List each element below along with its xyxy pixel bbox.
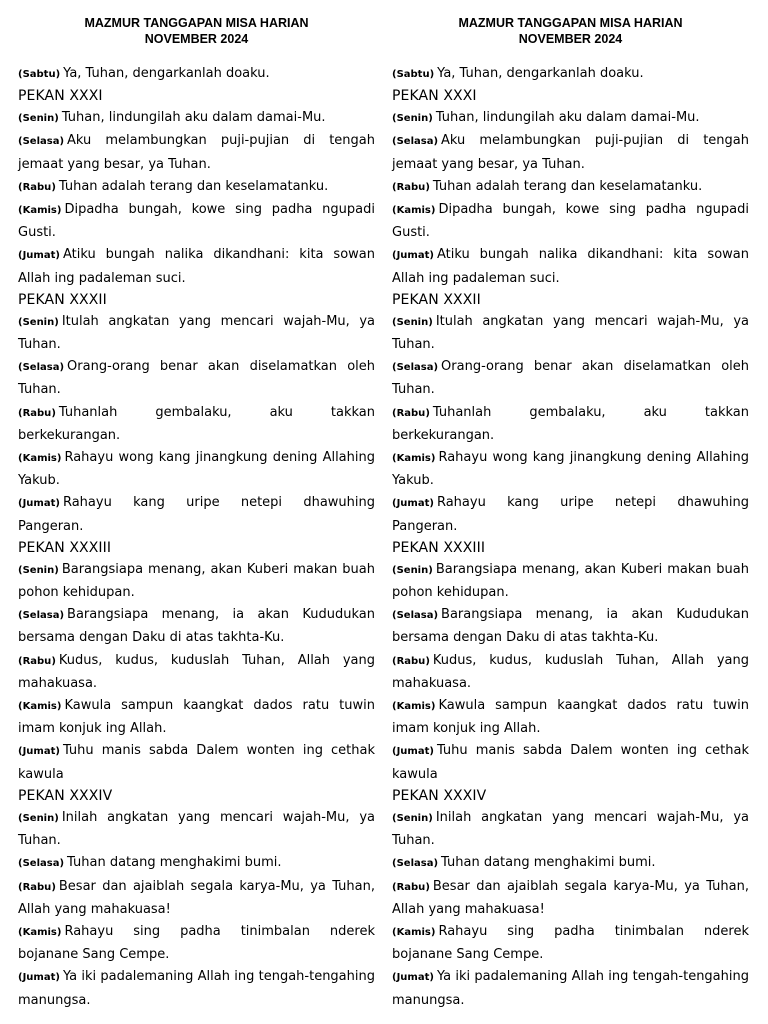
psalm-entry <box>18 107 375 130</box>
psalm-text: Rahayu sing padha tinimbalan nderek bojanane Sang Cempe. <box>392 923 749 963</box>
psalm-text: Kudus, kudus, kuduslah Tuhan, Allah yang mahakuasa. <box>392 652 749 691</box>
day-label: ( Selasa ) <box>18 858 64 869</box>
day-label: ( Selasa ) <box>392 362 438 373</box>
psalm-text: Barangsiapa menang, akan Kuberi makan buah pohon kehidupan. <box>18 561 375 601</box>
week-heading: PEKAN XXXI <box>392 88 477 105</box>
day-label: ( Sabtu ) <box>392 69 434 80</box>
day-label: ( Senin ) <box>18 317 59 328</box>
psalm-entry <box>392 650 749 695</box>
column-header <box>18 15 375 47</box>
psalm-list <box>392 63 749 1012</box>
psalm-text: Dipadha bungah, kowe sing padha ngupadi Gusti. <box>18 202 375 241</box>
day-label: ( Rabu ) <box>392 656 430 667</box>
week-heading: PEKAN XXXI <box>18 88 103 105</box>
psalm-text: Tuhan adalah terang dan keselamatanku. <box>58 178 329 194</box>
psalm-text: Tuhu manis sabda Dalem wonten ing cethak kawula <box>392 743 749 782</box>
psalm-text: Tuhan, lindungilah aku dalam damai-Mu. <box>61 110 326 126</box>
day-label: ( Kamis ) <box>18 701 61 712</box>
psalm-text: Itulah angkatan yang mencari wajah-Mu, ya Tuhan. <box>392 313 749 353</box>
psalm-entry <box>392 199 749 244</box>
psalm-entry <box>392 130 749 175</box>
day-label: ( Selasa ) <box>392 858 438 869</box>
day-label: ( Senin ) <box>392 813 433 824</box>
header-subtitle: NOVEMBER 2024 <box>518 32 623 46</box>
day-label: ( Senin ) <box>18 813 59 824</box>
psalm-text: Rahayu sing padha tinimbalan nderek bojanane Sang Cempe. <box>18 923 375 963</box>
psalm-text: Aku melambungkan puji-pujian di tengah jemaat yang besar, ya Tuhan. <box>392 133 749 172</box>
psalm-text: Tuhanlah gembalaku, aku takkan berkekurangan. <box>18 404 375 443</box>
psalm-text: Ya iki padalemaning Allah ing tengah-tengahing manungsa. <box>392 969 749 1008</box>
day-label: ( Rabu ) <box>18 882 56 893</box>
psalm-entry <box>18 311 375 356</box>
header-title: MAZMUR TANGGAPAN MISA HARIAN <box>458 16 683 30</box>
psalm-text: Ya iki padalemaning Allah ing tengah-tengahing manungsa. <box>18 969 375 1008</box>
left-column <box>18 15 375 1012</box>
psalm-entry <box>392 740 749 785</box>
day-label: ( Rabu ) <box>18 182 56 193</box>
right-column <box>392 15 749 1012</box>
day-label: ( Kamis ) <box>18 453 61 464</box>
psalm-entry <box>392 447 749 492</box>
psalm-entry <box>18 740 375 785</box>
psalm-text: Tuhan adalah terang dan keselamatanku. <box>432 178 703 194</box>
psalm-text: Rahayu wong kang jinangkung dening Allahing Yakub. <box>18 450 375 489</box>
psalm-text: Ya, Tuhan, dengarkanlah doaku. <box>437 66 644 81</box>
psalm-entry <box>392 921 749 966</box>
psalm-text: Atiku bungah nalika dikandhani: kita sowan Allah ing padaleman suci. <box>18 247 375 286</box>
week-heading: PEKAN XXXIV <box>18 787 113 804</box>
day-label: ( Jumat ) <box>18 250 60 261</box>
psalm-text: Aku melambungkan puji-pujian di tengah jemaat yang besar, ya Tuhan. <box>18 133 375 172</box>
week-heading: PEKAN XXXIII <box>18 539 112 556</box>
day-label: ( Kamis ) <box>18 927 61 938</box>
psalm-text: Inilah angkatan yang mencari wajah-Mu, ya Tuhan. <box>392 809 749 849</box>
psalm-text: Tuhan, lindungilah aku dalam damai-Mu. <box>435 110 700 126</box>
psalm-entry <box>392 356 749 401</box>
psalm-text: Itulah angkatan yang mencari wajah-Mu, ya Tuhan. <box>18 313 375 353</box>
day-label: ( Senin ) <box>392 113 433 124</box>
psalm-text: Tuhan datang menghakimi bumi. <box>441 855 656 871</box>
psalm-entry <box>18 966 375 1011</box>
psalm-entry <box>18 876 375 921</box>
psalm-entry <box>18 650 375 695</box>
day-label: ( Jumat ) <box>392 250 434 261</box>
day-label: ( Selasa ) <box>18 362 64 373</box>
psalm-entry <box>18 807 375 852</box>
psalm-text: Atiku bungah nalika dikandhani: kita sowan Allah ing padaleman suci. <box>392 247 749 286</box>
day-label: ( Senin ) <box>18 113 59 124</box>
psalm-entry <box>392 559 749 604</box>
psalm-text: Tuhan datang menghakimi bumi. <box>67 855 282 871</box>
psalm-entry <box>18 604 375 649</box>
psalm-text: Inilah angkatan yang mencari wajah-Mu, ya Tuhan. <box>18 809 375 849</box>
day-label: ( Jumat ) <box>392 498 434 509</box>
psalm-entry <box>392 492 749 537</box>
psalm-text: Rahayu kang uripe netepi dhawuhing Pangeran. <box>18 495 375 534</box>
psalm-entry <box>392 244 749 289</box>
psalm-entry <box>18 559 375 604</box>
psalm-entry <box>18 244 375 289</box>
psalm-text: Ya, Tuhan, dengarkanlah doaku. <box>63 66 270 81</box>
psalm-entry <box>392 311 749 356</box>
psalm-text: Rahayu wong kang jinangkung dening Allahing Yakub. <box>392 450 749 489</box>
day-label: ( Jumat ) <box>392 746 434 757</box>
psalm-entry <box>18 199 375 244</box>
day-label: ( Senin ) <box>392 317 433 328</box>
day-label: ( Selasa ) <box>392 136 438 147</box>
day-label: ( Rabu ) <box>18 408 56 419</box>
psalm-entry <box>18 176 375 199</box>
header-title: MAZMUR TANGGAPAN MISA HARIAN <box>84 16 309 30</box>
week-heading: PEKAN XXXII <box>392 291 481 308</box>
psalm-text: Barangsiapa menang, ia akan Kududukan bersama dengan Daku di atas takhta-Ku. <box>18 607 375 646</box>
day-label: ( Jumat ) <box>18 972 60 983</box>
day-label: ( Sabtu ) <box>18 69 60 80</box>
psalm-entry <box>18 63 375 86</box>
psalm-text: Rahayu kang uripe netepi dhawuhing Pangeran. <box>392 495 749 534</box>
week-heading: PEKAN XXXIV <box>392 787 487 804</box>
psalm-entry <box>18 130 375 175</box>
psalm-text: Orang-orang benar akan diselamatkan oleh Tuhan. <box>392 359 749 398</box>
day-label: ( Kamis ) <box>392 453 435 464</box>
psalm-entry <box>392 695 749 740</box>
psalm-entry <box>18 356 375 401</box>
psalm-entry <box>18 921 375 966</box>
day-label: ( Senin ) <box>392 565 433 576</box>
day-label: ( Jumat ) <box>392 972 434 983</box>
psalm-entry <box>392 402 749 447</box>
week-heading: PEKAN XXXIII <box>392 539 486 556</box>
psalm-text: Kudus, kudus, kuduslah Tuhan, Allah yang mahakuasa. <box>18 652 375 691</box>
day-label: ( Jumat ) <box>18 746 60 757</box>
psalm-text: Barangsiapa menang, akan Kuberi makan buah pohon kehidupan. <box>392 561 749 601</box>
column-header <box>392 15 749 47</box>
psalm-entry <box>18 695 375 740</box>
day-label: ( Rabu ) <box>392 182 430 193</box>
day-label: ( Rabu ) <box>18 656 56 667</box>
psalm-entry <box>392 852 749 875</box>
psalm-entry <box>18 492 375 537</box>
day-label: ( Kamis ) <box>392 701 435 712</box>
psalm-entry <box>392 876 749 921</box>
day-label: ( Kamis ) <box>18 205 61 216</box>
psalm-entry <box>392 176 749 199</box>
psalm-list <box>18 63 375 1012</box>
psalm-text: Kawula sampun kaangkat dados ratu tuwin imam konjuk ing Allah. <box>18 698 375 737</box>
day-label: ( Selasa ) <box>392 610 438 621</box>
psalm-text: Kawula sampun kaangkat dados ratu tuwin imam konjuk ing Allah. <box>392 698 749 737</box>
psalm-entry <box>392 63 749 86</box>
day-label: ( Selasa ) <box>18 610 64 621</box>
day-label: ( Senin ) <box>18 565 59 576</box>
psalm-entry <box>18 852 375 875</box>
day-label: ( Jumat ) <box>18 498 60 509</box>
psalm-entry <box>18 447 375 492</box>
day-label: ( Kamis ) <box>392 927 435 938</box>
psalm-text: Orang-orang benar akan diselamatkan oleh Tuhan. <box>18 359 375 398</box>
psalm-text: Besar dan ajaiblah segala karya-Mu, ya Tuhan, Allah yang mahakuasa! <box>392 878 749 917</box>
psalm-text: Tuhu manis sabda Dalem wonten ing cethak kawula <box>18 743 375 782</box>
psalm-text: Besar dan ajaiblah segala karya-Mu, ya Tuhan, Allah yang mahakuasa! <box>18 878 375 917</box>
psalm-text: Barangsiapa menang, ia akan Kududukan bersama dengan Daku di atas takhta-Ku. <box>392 607 749 646</box>
psalm-entry <box>392 107 749 130</box>
psalm-entry <box>18 402 375 447</box>
day-label: ( Kamis ) <box>392 205 435 216</box>
psalm-entry <box>392 604 749 649</box>
psalm-text: Tuhanlah gembalaku, aku takkan berkekurangan. <box>392 404 749 443</box>
day-label: ( Rabu ) <box>392 882 430 893</box>
week-heading: PEKAN XXXII <box>18 291 107 308</box>
header-subtitle: NOVEMBER 2024 <box>144 32 249 46</box>
psalm-entry <box>392 966 749 1011</box>
psalm-entry <box>392 807 749 852</box>
psalm-text: Dipadha bungah, kowe sing padha ngupadi Gusti. <box>392 202 749 241</box>
day-label: ( Rabu ) <box>392 408 430 419</box>
day-label: ( Selasa ) <box>18 136 64 147</box>
